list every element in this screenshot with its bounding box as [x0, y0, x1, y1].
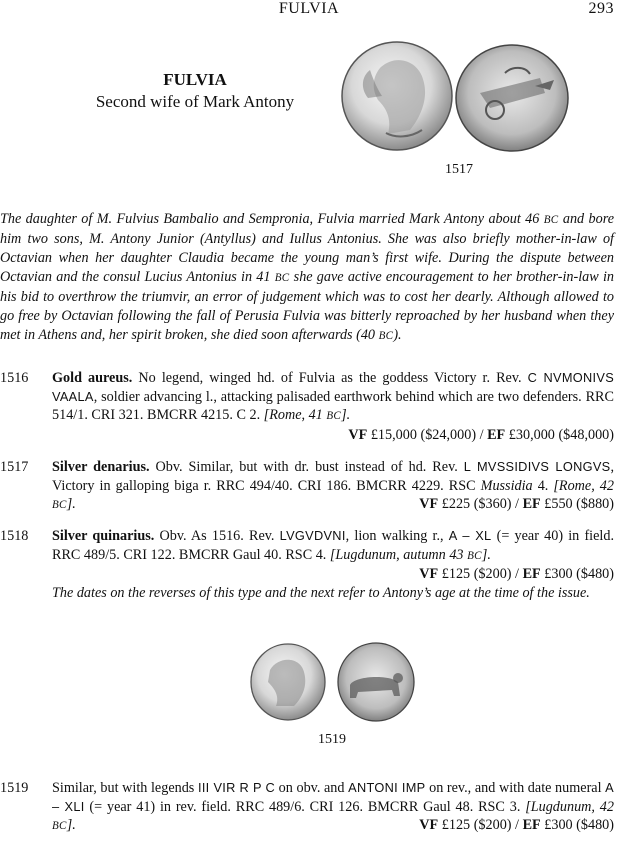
- section-title: FULVIA: [163, 70, 227, 89]
- entry-text: (= year 41) in rev. field. RRC 489/6. CRI 126. BMCRR Gaul 48. RSC 3.: [84, 798, 526, 815]
- catalogue-entry-1517: [0, 458, 614, 515]
- coin-obverse-1517: [342, 42, 452, 150]
- coin-reverse-1519: [338, 643, 414, 721]
- section-subtitle: Second wife of Mark Antony: [95, 92, 295, 111]
- entry-text: (= year 40) in field. RRC 489/5. CRI 122. BMCRR Gaul 40. RSC 4.: [52, 528, 614, 563]
- page-number: 293: [588, 0, 614, 17]
- entry-text: Obv. As 1516. Rev.: [154, 528, 280, 544]
- entry-text: , Victory in galloping biga r. RRC 494/40. CRI 186. BMCRR 4229. RSC: [52, 459, 614, 494]
- entry-number: 1519: [0, 780, 29, 796]
- coin-legend: LVGVDVNI: [279, 528, 346, 543]
- entry-text: Obv. Similar, but with dr. bust instead of hd. Rev.: [149, 459, 464, 475]
- entry-text: on rev., and with date numeral: [425, 780, 606, 796]
- intro-text: The daughter of M. Fulvius Bambalio and Sempronia, Fulvia married Mark Antony about 46: [0, 211, 544, 227]
- intro-paragraph: [0, 210, 614, 346]
- entry-price: VF £125 ($200) / EF £300 ($480): [419, 566, 614, 582]
- entry-reference: [Rome, 42 BC].: [52, 477, 614, 512]
- entry-text: on obv. and: [275, 780, 349, 796]
- figure-caption-1519: 1519: [318, 732, 346, 747]
- entry-note: The dates on the reverses of this type and the next refer to Antony’s age at the time of the issue.: [52, 584, 590, 601]
- catalogue-entry-1519: [0, 779, 614, 836]
- entry-text: , lion walking r.,: [345, 528, 449, 544]
- entry-number: 1518: [0, 528, 29, 544]
- era-abbrev: BC: [543, 214, 559, 226]
- entry-title: Silver quinarius.: [52, 528, 155, 544]
- coin-legend: III VIR R P C: [197, 780, 276, 795]
- coin-legend: A – XLI: [52, 780, 614, 814]
- era-abbrev: BC: [378, 330, 394, 342]
- entry-price: VF £15,000 ($24,000) / EF £30,000 ($48,000): [348, 426, 614, 443]
- intro-text: and bore him two sons, M. Antony Junior (Antyllus) and Iullus Antonius. She was also briefly mother-in-law of Octavian when her daughter Claudia became the young man’s first wife. During the dispute between Octavian and the consul Lucius Antonius in 41: [0, 211, 614, 285]
- era-abbrev: BC: [274, 272, 290, 284]
- figure-caption-1517: 1517: [445, 162, 473, 177]
- coin-legend: ANTONI IMP: [348, 780, 426, 795]
- entry-text: Similar, but with legends: [52, 780, 198, 796]
- entry-text: No legend, winged hd. of Fulvia as the goddess Victory r. Rev.: [132, 370, 528, 386]
- entry-title: Gold aureus.: [52, 370, 133, 386]
- entry-price: VF £225 ($360) / EF £550 ($880): [419, 496, 614, 512]
- coin-figure-1517: [340, 38, 570, 153]
- entry-reference: [Lugdunum, autumn 43 BC].: [329, 546, 491, 563]
- entry-title: Silver denarius.: [52, 459, 150, 475]
- entry-price: VF £125 ($200) / EF £300 ($480): [419, 817, 614, 833]
- entry-text: 4.: [532, 477, 554, 494]
- coin-obverse-1519: [251, 644, 325, 720]
- entry-reference: [Rome, 41 BC].: [263, 407, 351, 423]
- catalogue-entry-1516: [0, 369, 614, 444]
- coin-figure-1519: [248, 640, 418, 725]
- intro-text: she gave active encouragement to her brother-in-law in his bid to overthrow the triumvir, an error of judgement which was to cost her dearly. Although allowed to go free by Octavian following the fall of Perusia Fulvia was bitterly reproached by her husband when they met in Athens and, her spirit broken, she died soon afterwards (40: [0, 269, 614, 343]
- intro-text: ).: [393, 327, 402, 343]
- entry-reference: [Lugdunum, 42 BC].: [52, 798, 614, 833]
- catalogue-entry-1518: [0, 527, 614, 602]
- running-header-title: FULVIA: [278, 0, 340, 17]
- coin-reverse-1517: [456, 45, 568, 151]
- entry-text: , soldier advancing l., attacking palisaded earthwork behind which are two defenders. RRC 514/1. CRI 321. BMCRR 4215. C 2.: [52, 388, 614, 423]
- coin-legend: L MVSSIDIVS LONGVS: [463, 459, 611, 474]
- entry-number: 1516: [0, 370, 29, 386]
- entry-number: 1517: [0, 459, 29, 475]
- entry-reference: Mussidia: [480, 477, 533, 494]
- coin-legend: C NVMONIVS VAALA: [52, 370, 615, 404]
- coin-legend: A – XL: [448, 528, 492, 543]
